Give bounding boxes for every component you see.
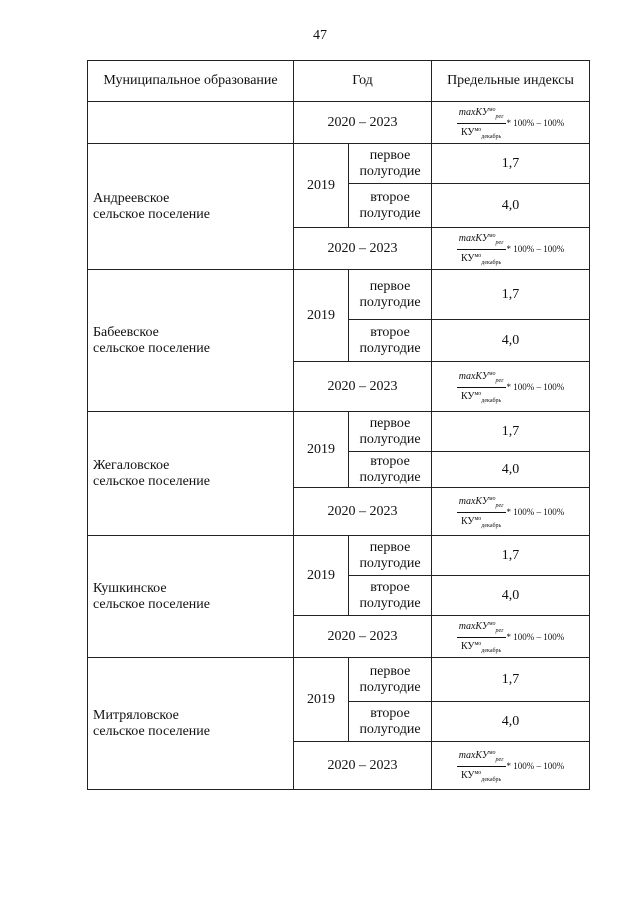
half-year-label: первое полугодие xyxy=(349,658,432,702)
index-value: 1,7 xyxy=(432,144,590,184)
formula-tail: * 100% – 100% xyxy=(506,382,565,392)
formula-numerator: maxКУ$^{мо}_{рег}$ xyxy=(457,105,506,124)
formula-numerator: maxКУ$^{мо}_{рег}$ xyxy=(457,748,506,767)
index-formula xyxy=(457,748,565,785)
index-cell xyxy=(432,102,590,144)
index-formula xyxy=(457,494,565,531)
year-cell: 2019 xyxy=(294,270,349,362)
formula-fraction xyxy=(457,231,506,268)
formula-denominator: $КУ^{мо}_{декабрь}$ xyxy=(460,390,502,404)
period-cell: 2020 – 2023 xyxy=(294,228,432,270)
formula-denominator: $КУ^{мо}_{декабрь}$ xyxy=(460,252,502,266)
index-value: 4,0 xyxy=(432,576,590,616)
half-year-label: второе полугодие xyxy=(349,452,432,488)
index-value: 4,0 xyxy=(432,702,590,742)
formula-numerator: maxКУ$^{мо}_{рег}$ xyxy=(457,369,506,388)
period-cell: 2020 – 2023 xyxy=(294,362,432,412)
index-cell xyxy=(432,742,590,790)
table-row xyxy=(88,270,590,320)
index-formula xyxy=(457,619,565,656)
index-cell xyxy=(432,362,590,412)
half-year-label: второе полугодие xyxy=(349,702,432,742)
index-value: 1,7 xyxy=(432,412,590,452)
formula-numerator: maxКУ$^{мо}_{рег}$ xyxy=(457,494,506,513)
index-value: 4,0 xyxy=(432,184,590,228)
municipality-name: Митряловское сельское поселение xyxy=(88,658,294,790)
formula-tail: * 100% – 100% xyxy=(506,118,565,128)
formula-fraction xyxy=(457,748,506,785)
formula-fraction xyxy=(457,105,506,142)
half-year-label: второе полугодие xyxy=(349,320,432,362)
table-row xyxy=(88,102,590,144)
formula-denominator: $КУ^{мо}_{декабрь}$ xyxy=(460,126,502,140)
municipality-name: Бабеевское сельское поселение xyxy=(88,270,294,412)
half-year-label: первое полугодие xyxy=(349,270,432,320)
formula-denominator: $КУ^{мо}_{декабрь}$ xyxy=(460,515,502,529)
header-municipality: Муниципальное образование xyxy=(88,61,294,102)
page-number: 47 xyxy=(313,28,327,43)
year-cell: 2019 xyxy=(294,658,349,742)
municipality-name: Кушкинское сельское поселение xyxy=(88,536,294,658)
formula-numerator: maxКУ$^{мо}_{рег}$ xyxy=(457,231,506,250)
half-year-label: второе полугодие xyxy=(349,184,432,228)
table-row xyxy=(88,536,590,576)
period-cell: 2020 – 2023 xyxy=(294,488,432,536)
period-cell: 2020 – 2023 xyxy=(294,616,432,658)
municipality-name: Жегаловское сельское поселение xyxy=(88,412,294,536)
formula-fraction xyxy=(457,619,506,656)
index-value: 1,7 xyxy=(432,658,590,702)
period-cell: 2020 – 2023 xyxy=(294,102,432,144)
half-year-label: второе полугодие xyxy=(349,576,432,616)
table-row xyxy=(88,412,590,452)
index-cell xyxy=(432,228,590,270)
table-row xyxy=(88,144,590,184)
table-header-row xyxy=(88,61,590,102)
index-value: 1,7 xyxy=(432,270,590,320)
formula-fraction xyxy=(457,494,506,531)
formula-denominator: $КУ^{мо}_{декабрь}$ xyxy=(460,640,502,654)
index-value: 1,7 xyxy=(432,536,590,576)
half-year-label: первое полугодие xyxy=(349,412,432,452)
index-value: 4,0 xyxy=(432,452,590,488)
formula-tail: * 100% – 100% xyxy=(506,507,565,517)
index-cell xyxy=(432,616,590,658)
formula-fraction xyxy=(457,369,506,406)
year-cell: 2019 xyxy=(294,536,349,616)
half-year-label: первое полугодие xyxy=(349,144,432,184)
period-cell: 2020 – 2023 xyxy=(294,742,432,790)
header-year: Год xyxy=(294,61,432,102)
table-row xyxy=(88,658,590,702)
header-index: Предельные индексы xyxy=(432,61,590,102)
indices-table xyxy=(87,60,590,790)
formula-tail: * 100% – 100% xyxy=(506,632,565,642)
formula-denominator: $КУ^{мо}_{декабрь}$ xyxy=(460,769,502,783)
index-formula xyxy=(457,369,565,406)
half-year-label: первое полугодие xyxy=(349,536,432,576)
index-cell xyxy=(432,488,590,536)
municipality-name: Андреевское сельское поселение xyxy=(88,144,294,270)
year-cell: 2019 xyxy=(294,144,349,228)
index-formula xyxy=(457,105,565,142)
municipality-cell-empty xyxy=(88,102,294,144)
formula-tail: * 100% – 100% xyxy=(506,761,565,771)
year-cell: 2019 xyxy=(294,412,349,488)
index-formula xyxy=(457,231,565,268)
formula-numerator: maxКУ$^{мо}_{рег}$ xyxy=(457,619,506,638)
index-value: 4,0 xyxy=(432,320,590,362)
formula-tail: * 100% – 100% xyxy=(506,244,565,254)
